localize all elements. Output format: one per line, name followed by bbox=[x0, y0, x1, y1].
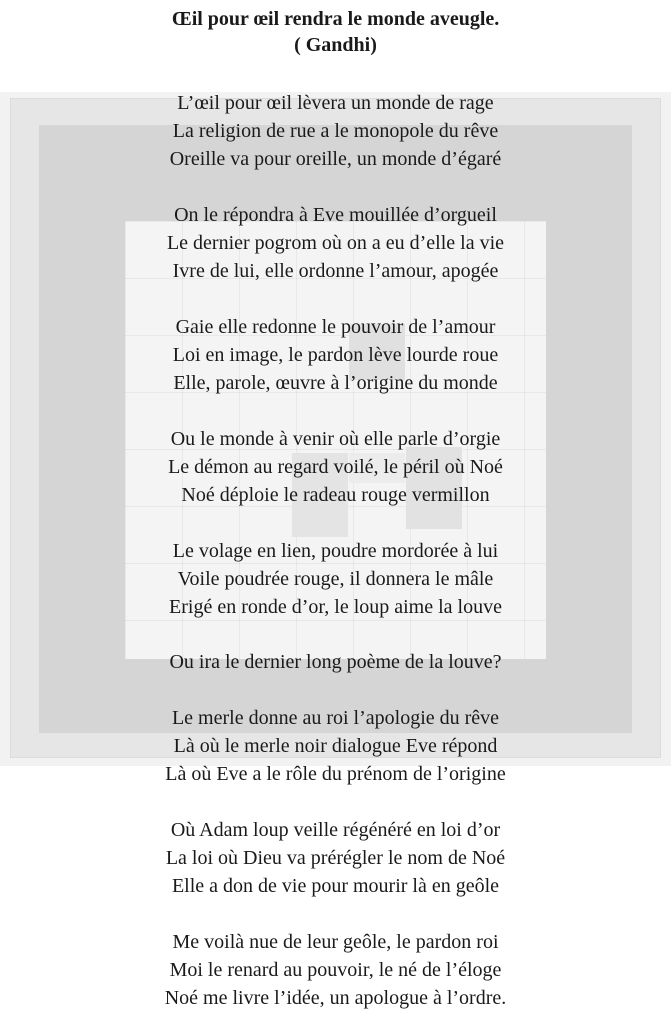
poem-line: Elle a don de vie pour mourir là en geôle bbox=[171, 875, 500, 897]
poem-title bbox=[0, 6, 671, 58]
poem-line: Erigé en ronde d’or, le loup aime la louve bbox=[169, 596, 502, 618]
poem-line: Le volage en lien, poudre mordorée à lui bbox=[172, 540, 499, 562]
poem-line: Ou le monde à venir où elle parle d’orgie bbox=[170, 428, 501, 450]
poem-line: On le répondra à Eve mouillée d’orgueil bbox=[174, 204, 497, 226]
poem-line: La religion de rue a le monopole du rêve bbox=[172, 120, 499, 142]
poem-line: Noé me livre l’idée, un apologue à l’ordre. bbox=[164, 987, 507, 1009]
poem-line: Me voilà nue de leur geôle, le pardon roi bbox=[172, 931, 499, 953]
poem-line: Loi en image, le pardon lève lourde roue bbox=[172, 344, 499, 366]
poem-line: Le merle donne au roi l’apologie du rêve bbox=[171, 707, 500, 729]
poem-line: Moi le renard au pouvoir, le né de l’éloge bbox=[169, 959, 502, 981]
poem-line: Gaie elle redonne le pouvoir de l’amour bbox=[175, 316, 496, 338]
poem-line: Le démon au regard voilé, le péril où Noé bbox=[168, 456, 503, 478]
poem-line: Oreille va pour oreille, un monde d’égaré bbox=[169, 148, 502, 170]
poem-line: Elle, parole, œuvre à l’origine du monde bbox=[173, 372, 498, 394]
poem-line: Noé déploie le radeau rouge vermillon bbox=[181, 484, 490, 506]
poem-line: Où Adam loup veille régénéré en loi d’or bbox=[170, 819, 501, 841]
poem-line: Là où Eve a le rôle du prénom de l’origine bbox=[165, 763, 506, 785]
poem-line: La loi où Dieu va prérégler le nom de Noé bbox=[165, 847, 506, 869]
poem-line: Ou ira le dernier long poème de la louve? bbox=[169, 651, 502, 673]
poem-line: Là où le merle noir dialogue Eve répond bbox=[173, 735, 498, 757]
poem-line: Le dernier pogrom où on a eu d’elle la vie bbox=[166, 232, 505, 254]
poem-attribution: ( Gandhi) bbox=[294, 34, 377, 56]
poem-line: Voile poudrée rouge, il donnera le mâle bbox=[177, 568, 494, 590]
poem-line: Ivre de lui, elle ordonne l’amour, apogée bbox=[172, 260, 499, 282]
poem-line: L’œil pour œil lèvera un monde de rage bbox=[177, 92, 494, 114]
poem-title-line: Œil pour œil rendra le monde aveugle. bbox=[171, 8, 500, 30]
